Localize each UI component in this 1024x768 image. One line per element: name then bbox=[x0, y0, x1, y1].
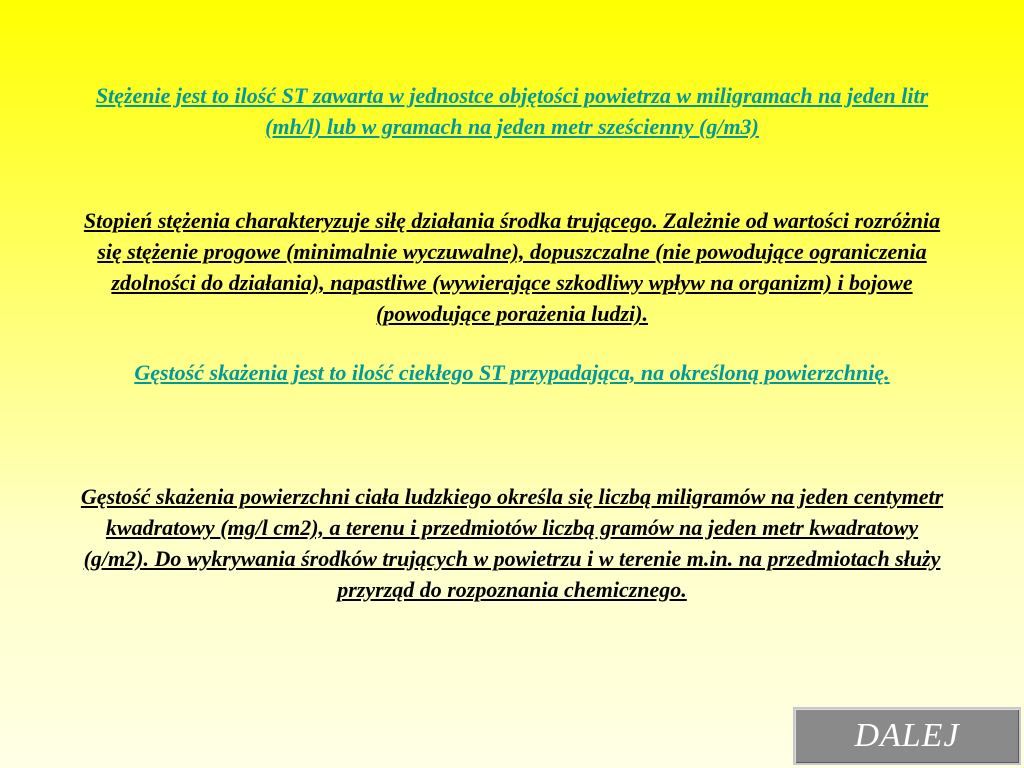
next-button[interactable]: DALEJ bbox=[793, 707, 1021, 765]
paragraph-concentration-degree[interactable]: Stopień stężenia charakteryzuje siłę działania środka trującego. Zależnie od wartości rozróżnia się stężenie progowe (minimalnie wyczuwalne), dopuszczalne (nie powodujące ograniczenia zdolności do działania), napastliwe (wywierające szkodliwy wpływ na organizm) i bojowe (powodujące porażenia ludzi). bbox=[83, 208, 941, 326]
paragraph-concentration-definition[interactable]: Stężenie jest to ilość ST zawarta w jednostce objętości powietrza w miligramach na jeden litr (mh/l) lub w gramach na jeden metr sześcienny (g/m3) bbox=[95, 83, 929, 139]
paragraph-contamination-density-measure[interactable]: Gęstość skażenia powierzchni ciała ludzkiego określa się liczbą miligramów na jeden centymetr kwadratowy (mg/l cm2), a terenu i przedmiotów liczbą gramów na jeden metr kwadratowy (g/m2). Do wykrywania środków trujących w powietrzu i w terenie m.in. na przedmiotach służy przyrząd do rozpoznania chemicznego. bbox=[80, 484, 944, 602]
paragraph-contamination-density-definition[interactable]: Gęstość skażenia jest to ilość ciekłego ST przypadająca, na określoną powierzchnię. bbox=[134, 360, 890, 385]
